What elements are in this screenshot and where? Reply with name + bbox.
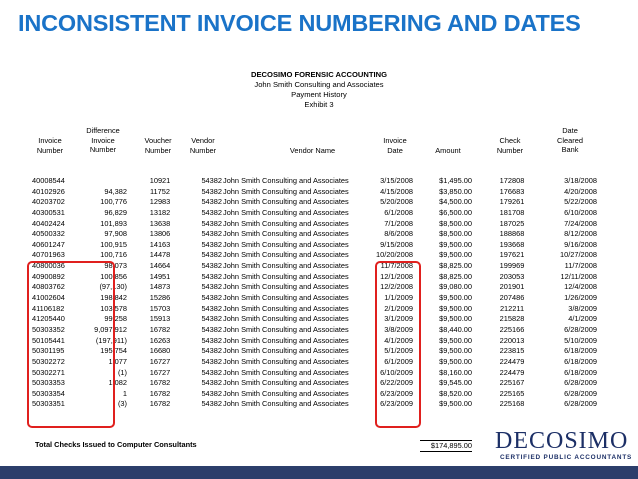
cell-chk: 207486 xyxy=(499,293,525,303)
cell-vch: 10921 xyxy=(149,176,171,185)
col-label: Number xyxy=(144,145,172,155)
cell-diff: 1 xyxy=(122,388,127,398)
cell-chk: 215828 xyxy=(499,314,525,324)
cell-amt: $8,500.00 xyxy=(439,218,472,228)
cell-amt: $8,825.00 xyxy=(439,261,472,271)
cell-inv: 40803762 xyxy=(32,282,65,292)
cell-vnd: 54382 xyxy=(201,218,222,228)
cell-vnd: 54382 xyxy=(201,176,222,185)
cell-inv: 41002604 xyxy=(32,293,65,303)
cell-amt: $9,500.00 xyxy=(439,335,472,345)
cell-inv: 40402424 xyxy=(32,218,65,228)
cell-vch: 16782 xyxy=(149,388,171,398)
cell-vnd: 54382 xyxy=(201,293,222,303)
cell-amt: $9,500.00 xyxy=(439,399,472,409)
table-row xyxy=(0,176,638,187)
cell-amt: $6,500.00 xyxy=(439,207,472,217)
cell-clr: 4/1/2009 xyxy=(568,314,597,324)
table-row xyxy=(0,219,638,230)
report-exhibit: Exhibit 3 xyxy=(304,100,334,109)
cell-date: 6/23/2009 xyxy=(380,388,413,398)
cell-clr: 6/28/2009 xyxy=(564,399,597,409)
col-label: Number xyxy=(496,145,524,155)
totals-double-underline xyxy=(420,451,472,452)
cell-name: John Smith Consulting and Associates xyxy=(223,197,349,207)
cell-clr: 6/28/2009 xyxy=(564,388,597,398)
cell-name: John Smith Consulting and Associates xyxy=(223,250,349,260)
cell-vch: 11752 xyxy=(149,186,170,196)
cell-inv: 40701963 xyxy=(32,250,65,260)
cell-inv: 40500332 xyxy=(32,229,65,239)
cell-amt: $3,850.00 xyxy=(439,186,472,196)
cell-vnd: 54382 xyxy=(201,346,222,356)
cell-chk: 199969 xyxy=(499,261,525,271)
cell-chk: 224479 xyxy=(499,356,525,366)
cell-inv: 50303351 xyxy=(32,399,65,409)
cell-diff: 97,908 xyxy=(104,229,127,239)
cell-date: 12/1/2008 xyxy=(380,271,413,281)
cell-chk: 203053 xyxy=(499,271,525,281)
cell-vch: 16727 xyxy=(149,367,171,377)
cell-vnd: 54382 xyxy=(201,378,222,388)
cell-date: 4/15/2008 xyxy=(380,186,413,196)
col-label: Voucher xyxy=(144,136,172,145)
col-label: Invoice xyxy=(91,135,115,145)
cell-vnd: 54382 xyxy=(201,367,222,377)
cell-diff: (97,130) xyxy=(99,282,127,292)
highlight-box-invoice-numbers xyxy=(27,261,115,428)
cell-date: 9/15/2008 xyxy=(380,239,413,249)
cell-date: 4/1/2009 xyxy=(384,335,413,345)
cell-chk: 212211 xyxy=(499,303,525,313)
col-date-cleared xyxy=(548,126,592,155)
cell-amt: $9,545.00 xyxy=(439,378,472,388)
col-invoice-date xyxy=(375,136,415,155)
col-label: Bank xyxy=(561,145,579,154)
footer-bar xyxy=(0,466,638,479)
cell-chk: 187025 xyxy=(499,218,525,228)
report-firm: DECOSIMO FORENSIC ACCOUNTING xyxy=(251,70,387,79)
cell-name: John Smith Consulting and Associates xyxy=(223,186,349,196)
highlight-box-invoice-dates xyxy=(375,261,421,428)
cell-date: 11/7/2008 xyxy=(380,261,413,271)
cell-date: 6/23/2009 xyxy=(380,399,413,409)
cell-amt: $8,825.00 xyxy=(439,271,472,281)
cell-diff: 94,382 xyxy=(104,186,127,196)
table-row xyxy=(0,208,638,219)
cell-name: John Smith Consulting and Associates xyxy=(223,239,349,249)
cell-name: John Smith Consulting and Associates xyxy=(223,388,349,398)
cell-vch: 16263 xyxy=(149,335,171,345)
cell-chk: 225168 xyxy=(499,399,525,409)
cell-name: John Smith Consulting and Associates xyxy=(223,271,349,281)
slide-title: INCONSISTENT INVOICE NUMBERING AND DATES xyxy=(18,10,581,36)
cell-diff: 1,077 xyxy=(108,356,127,366)
cell-diff: 100,716 xyxy=(100,250,127,260)
cell-inv: 40102926 xyxy=(32,186,65,196)
cell-vnd: 54382 xyxy=(201,207,222,217)
cell-vnd: 54382 xyxy=(201,388,222,398)
cell-chk: 176683 xyxy=(499,186,525,196)
cell-clr: 12/11/2008 xyxy=(560,271,597,281)
cell-chk: 201901 xyxy=(499,282,525,292)
totals-value: $174,895.00 xyxy=(420,440,472,450)
cell-vch: 16782 xyxy=(149,378,171,388)
report-title: Payment History xyxy=(291,90,347,99)
cell-vnd: 54382 xyxy=(201,261,222,271)
col-check-number xyxy=(490,136,530,155)
cell-inv: 50303354 xyxy=(32,388,65,398)
cell-chk: 225166 xyxy=(499,324,525,334)
cell-name: John Smith Consulting and Associates xyxy=(223,207,349,217)
cell-date: 12/2/2008 xyxy=(380,282,413,292)
table-row xyxy=(0,197,638,208)
table-row xyxy=(0,229,638,240)
cell-vch: 14664 xyxy=(149,261,171,271)
cell-diff: 99,258 xyxy=(104,314,127,324)
cell-inv: 41205440 xyxy=(32,314,65,324)
cell-inv: 40008544 xyxy=(32,176,65,185)
cell-chk: 225167 xyxy=(499,378,525,388)
col-label: Difference xyxy=(86,126,120,135)
cell-inv: 40203702 xyxy=(32,197,65,207)
cell-date: 3/1/2009 xyxy=(384,314,413,324)
cell-name: John Smith Consulting and Associates xyxy=(223,218,349,228)
cell-amt: $1,495.00 xyxy=(439,176,472,185)
cell-diff: 1,082 xyxy=(108,378,127,388)
cell-chk: 223815 xyxy=(499,346,525,356)
cell-inv: 40601247 xyxy=(32,239,65,249)
col-vendor-number xyxy=(185,136,221,155)
cell-clr: 6/28/2009 xyxy=(564,378,597,388)
cell-vch: 16680 xyxy=(149,346,171,356)
cell-diff: 100,915 xyxy=(100,239,127,249)
cell-inv: 50301195 xyxy=(32,346,65,356)
cell-chk: 220013 xyxy=(499,335,525,345)
cell-vch: 13638 xyxy=(149,218,171,228)
cell-diff: (197,911) xyxy=(95,335,127,345)
cell-name: John Smith Consulting and Associates xyxy=(223,356,349,366)
cell-vch: 13182 xyxy=(149,207,171,217)
cell-clr: 3/18/2008 xyxy=(564,176,597,185)
cell-diff: 96,829 xyxy=(104,207,127,217)
cell-chk: 181708 xyxy=(499,207,525,217)
col-label: Number xyxy=(36,145,64,155)
cell-chk: 172808 xyxy=(499,176,525,185)
cell-diff: 9,097,912 xyxy=(94,324,127,334)
col-vendor-name xyxy=(225,146,400,156)
cell-clr: 11/7/2008 xyxy=(564,261,597,271)
cell-chk: 188868 xyxy=(499,229,525,239)
cell-clr: 6/18/2009 xyxy=(564,367,597,377)
cell-clr: 6/28/2009 xyxy=(564,324,597,334)
cell-date: 6/22/2009 xyxy=(380,378,413,388)
cell-inv: 50302272 xyxy=(32,356,65,366)
cell-inv: 50303352 xyxy=(32,324,65,334)
cell-amt: $8,160.00 xyxy=(439,367,472,377)
cell-clr: 6/18/2009 xyxy=(564,346,597,356)
cell-vch: 14163 xyxy=(149,239,171,249)
cell-vch: 15286 xyxy=(149,293,171,303)
cell-name: John Smith Consulting and Associates xyxy=(223,293,349,303)
cell-vch: 16782 xyxy=(149,324,171,334)
cell-clr: 5/10/2009 xyxy=(564,335,597,345)
totals-label: Total Checks Issued to Computer Consultants xyxy=(35,440,197,449)
cell-name: John Smith Consulting and Associates xyxy=(223,346,349,356)
cell-vch: 16782 xyxy=(149,399,171,409)
cell-amt: $9,500.00 xyxy=(439,346,472,356)
col-label: Check xyxy=(499,136,521,145)
col-label: Date xyxy=(562,126,578,135)
col-label: Date xyxy=(387,145,403,155)
table-row xyxy=(0,250,638,261)
cell-date: 6/1/2008 xyxy=(384,207,413,217)
cell-name: John Smith Consulting and Associates xyxy=(223,303,349,313)
cell-vnd: 54382 xyxy=(201,186,222,196)
cell-vnd: 54382 xyxy=(201,314,222,324)
cell-clr: 8/12/2008 xyxy=(564,229,597,239)
cell-amt: $9,500.00 xyxy=(439,356,472,366)
cell-inv: 40900892 xyxy=(32,271,65,281)
col-difference xyxy=(78,126,128,155)
cell-chk: 193668 xyxy=(499,239,525,249)
cell-vch: 16727 xyxy=(149,356,171,366)
cell-amt: $9,500.00 xyxy=(439,293,472,303)
cell-amt: $9,080.00 xyxy=(439,282,472,292)
cell-date: 3/15/2008 xyxy=(380,176,413,185)
cell-inv: 50105441 xyxy=(32,335,65,345)
cell-amt: $4,500.00 xyxy=(439,197,472,207)
cell-name: John Smith Consulting and Associates xyxy=(223,314,349,324)
cell-date: 3/8/2009 xyxy=(384,324,413,334)
col-label: Cleared xyxy=(557,135,583,145)
cell-date: 7/1/2008 xyxy=(384,218,413,228)
report-client: John Smith Consulting and Associates xyxy=(254,80,384,89)
cell-date: 6/10/2009 xyxy=(380,367,413,377)
table-row xyxy=(0,240,638,251)
cell-vch: 13806 xyxy=(149,229,171,239)
cell-date: 8/6/2008 xyxy=(384,229,413,239)
cell-vnd: 54382 xyxy=(201,303,222,313)
cell-diff: 195,754 xyxy=(100,346,127,356)
cell-diff: (1) xyxy=(117,367,127,377)
cell-clr: 3/8/2009 xyxy=(568,303,597,313)
cell-clr: 4/20/2008 xyxy=(564,186,597,196)
decosimo-logo-tagline: CERTIFIED PUBLIC ACCOUNTANTS xyxy=(500,454,633,461)
col-amount xyxy=(428,146,468,156)
cell-clr: 10/27/2008 xyxy=(560,250,597,260)
cell-vnd: 54382 xyxy=(201,399,222,409)
col-label: Invoice xyxy=(38,136,62,145)
cell-date: 10/20/2008 xyxy=(376,250,413,260)
cell-name: John Smith Consulting and Associates xyxy=(223,176,349,185)
cell-inv: 41106182 xyxy=(32,303,65,313)
cell-name: John Smith Consulting and Associates xyxy=(223,335,349,345)
cell-chk: 179261 xyxy=(499,197,525,207)
cell-name: John Smith Consulting and Associates xyxy=(223,282,349,292)
cell-diff: (3) xyxy=(117,399,127,409)
cell-vnd: 54382 xyxy=(201,335,222,345)
cell-amt: $9,500.00 xyxy=(439,303,472,313)
cell-clr: 9/16/2008 xyxy=(564,239,597,249)
cell-date: 5/20/2008 xyxy=(380,197,413,207)
cell-vch: 14478 xyxy=(149,250,171,260)
cell-vch: 15703 xyxy=(149,303,171,313)
cell-vnd: 54382 xyxy=(201,197,222,207)
cell-clr: 1/26/2009 xyxy=(564,293,597,303)
cell-clr: 12/4/2008 xyxy=(564,282,597,292)
cell-name: John Smith Consulting and Associates xyxy=(223,367,349,377)
cell-diff: 103,578 xyxy=(100,303,127,313)
cell-vnd: 54382 xyxy=(201,324,222,334)
cell-name: John Smith Consulting and Associates xyxy=(223,229,349,239)
cell-name: John Smith Consulting and Associates xyxy=(223,261,349,271)
cell-vch: 12983 xyxy=(149,197,171,207)
cell-chk: 197621 xyxy=(499,250,525,260)
cell-date: 1/1/2009 xyxy=(384,293,413,303)
cell-name: John Smith Consulting and Associates xyxy=(223,378,349,388)
cell-clr: 6/10/2008 xyxy=(564,207,597,217)
cell-amt: $8,440.00 xyxy=(439,324,472,334)
cell-amt: $9,500.00 xyxy=(439,250,472,260)
col-label: Invoice xyxy=(383,136,407,145)
cell-vnd: 54382 xyxy=(201,282,222,292)
cell-diff: 100,776 xyxy=(100,197,127,207)
cell-inv: 40300531 xyxy=(32,207,65,217)
cell-diff: 198,842 xyxy=(100,293,127,303)
cell-amt: $8,500.00 xyxy=(439,229,472,239)
cell-vch: 14951 xyxy=(149,271,171,281)
decosimo-logo: DECOSIMO xyxy=(495,428,629,454)
cell-diff: 100,856 xyxy=(100,271,127,281)
cell-vch: 14873 xyxy=(149,282,171,292)
cell-date: 6/1/2009 xyxy=(384,356,413,366)
cell-clr: 7/24/2008 xyxy=(564,218,597,228)
cell-vnd: 54382 xyxy=(201,356,222,366)
cell-name: John Smith Consulting and Associates xyxy=(223,399,349,409)
cell-date: 2/1/2009 xyxy=(384,303,413,313)
cell-inv: 50302271 xyxy=(32,367,65,377)
cell-vnd: 54382 xyxy=(201,229,222,239)
cell-inv: 50303353 xyxy=(32,378,65,388)
cell-vnd: 54382 xyxy=(201,271,222,281)
cell-vnd: 54382 xyxy=(201,239,222,249)
cell-diff: 101,893 xyxy=(100,218,127,228)
cell-diff: 98,073 xyxy=(104,261,127,271)
cell-clr: 6/18/2009 xyxy=(564,356,597,366)
cell-name: John Smith Consulting and Associates xyxy=(223,324,349,334)
col-voucher-number xyxy=(138,136,178,155)
col-label: Vendor Name xyxy=(289,146,336,155)
cell-chk: 224479 xyxy=(499,367,525,377)
table-row xyxy=(0,187,638,198)
col-label: Vendor xyxy=(191,136,215,145)
cell-chk: 225165 xyxy=(499,388,525,398)
cell-amt: $9,500.00 xyxy=(439,314,472,324)
col-label: Number xyxy=(89,145,117,154)
col-label: Number xyxy=(189,145,217,155)
cell-clr: 5/22/2008 xyxy=(564,197,597,207)
col-invoice-number xyxy=(30,136,70,155)
col-label: Amount xyxy=(435,146,461,155)
cell-vch: 15913 xyxy=(149,314,171,324)
cell-amt: $9,500.00 xyxy=(439,239,472,249)
cell-date: 5/1/2009 xyxy=(384,346,413,356)
cell-vnd: 54382 xyxy=(201,250,222,260)
cell-inv: 40800036 xyxy=(32,261,65,271)
cell-amt: $8,520.00 xyxy=(439,388,472,398)
